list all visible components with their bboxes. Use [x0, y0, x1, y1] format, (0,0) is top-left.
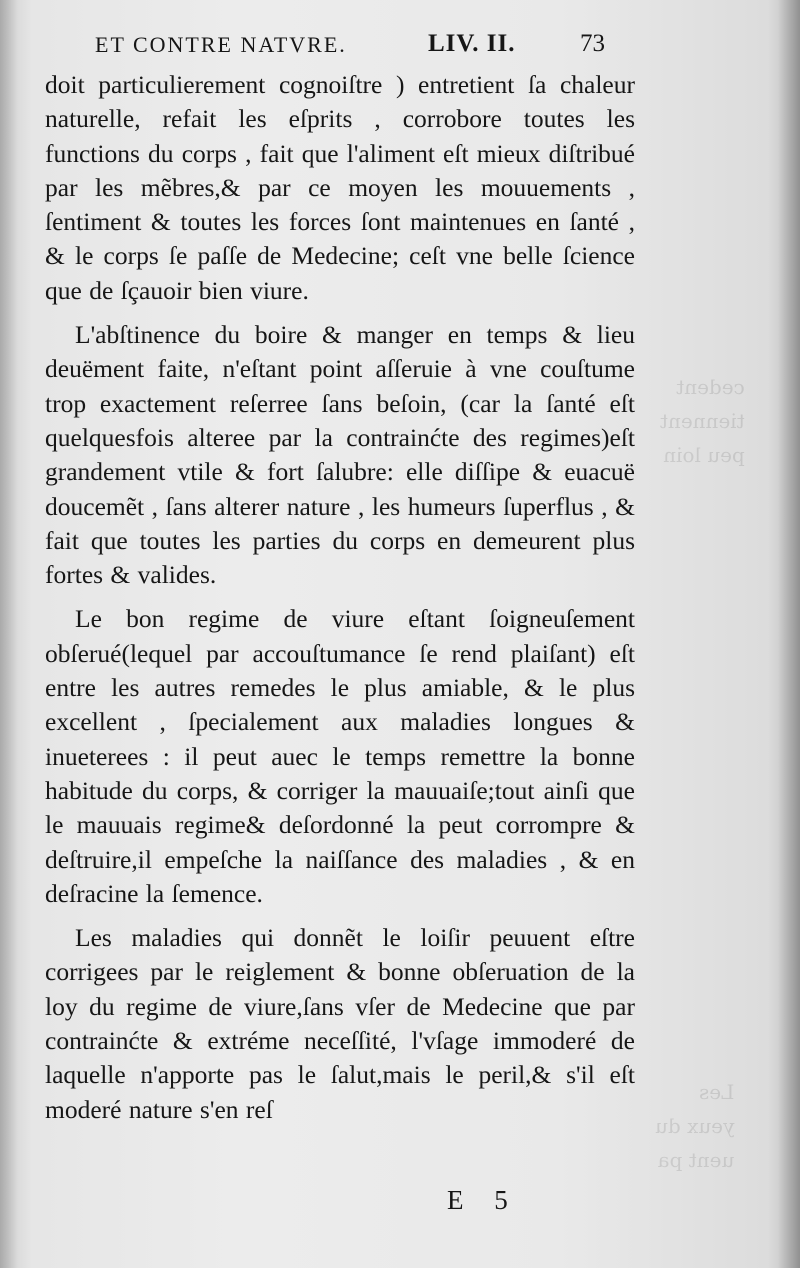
running-head-title: ET CONTRE NATVRE. [95, 32, 347, 57]
page-number: 73 [580, 30, 605, 57]
signature-mark: E 5 [447, 1185, 508, 1215]
running-head-book: LIV. II. [428, 30, 516, 57]
show-through-text: cedent tiennent peu loin [660, 375, 745, 467]
paragraph-maladies: Les maladies qui donnẽt le loiſir peuuent eſtre corrigees par le reiglement & bonne obſeruation de la loy du regime de viure,ſans vſer de Medecine que par contrainćte & extréme neceſſité, l'vſage immoderé de laquelle n'apporte pas le ſalut,mais le peril,& s'il eſt moderé nature s'en reſ [45, 923, 635, 1124]
body-text [45, 68, 635, 1137]
show-through-text-lower: Les yeux du uent pa [655, 1080, 735, 1172]
paragraph-continued: doit particulierement cognoiſtre ) entretient ſa chaleur naturelle, refait les eſprits , corrobore toutes les functions du corps , fait que l'aliment eſt mieux diſtribué par les mẽbres,& par ce moyen les mouuements , ſentiment & toutes les forces ſont maintenues en ſanté , & le corps ſe paſſe de Medecine; ceſt vne belle ſcience que de ſçauoir bien viure. [45, 70, 635, 305]
paragraph-regime: Le bon regime de viure eſtant ſoigneuſement obſerué(lequel par accouſtumance ſe rend plaiſant) eſt entre les autres remedes le plus amiable, & le plus excellent , ſpecialement aux maladies longues & inueterees : il peut auec le temps remettre la bonne habitude du corps, & corriger la mauuaiſe;tout ainſi que le mauuais regime& deſordonné la peut corrompre & deſtruire,il empeſche la naiſſance des maladies , & en deſracine la ſemence. [45, 604, 635, 908]
paragraph-abstinence: L'abſtinence du boire & manger en temps & lieu deuëment faite, n'eſtant point aſſeruie à vne couſtume trop exactement reſerree ſans beſoin, (car la ſanté eſt quelquesfois alteree par la contrainćte des regimes)eſt grandement vtile & fort ſalubre: elle diſſipe & euacuë doucemẽt , ſans alterer nature , les humeurs ſuperflus , & fait que toutes les parties du corps en demeurent plus fortes & valides. [45, 320, 635, 590]
running-head [95, 30, 635, 66]
